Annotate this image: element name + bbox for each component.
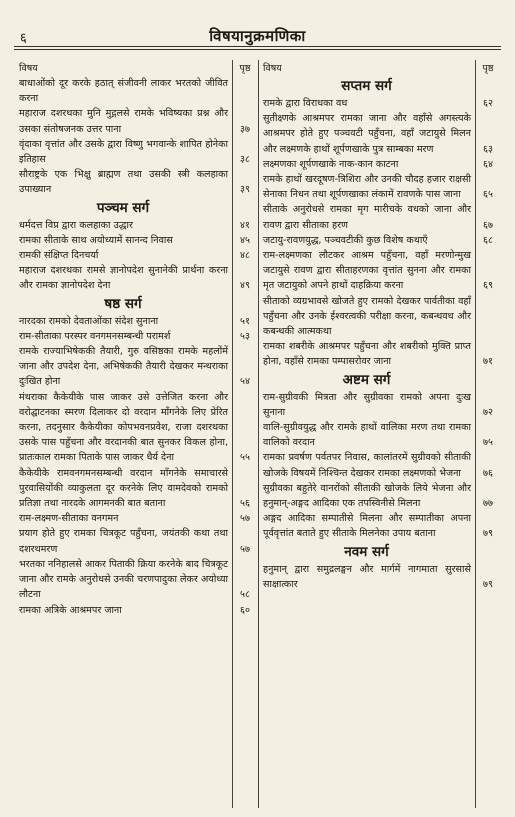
entry-subject: राम-लक्ष्मणका लौटकर आश्रम पहुँचना, वहाँ मरणोन्मुख जटायुसे रावण द्वारा सीताहरणका वृत्तांत सुनना और रामका मृत जटायुको अपने हाथों दाहक्रिया करना <box>263 250 471 292</box>
entry-subject: सीताके अनुरोधसे रामका मृग मारीचके वधको जाना और रावण द्वारा सीताका हरण <box>263 204 471 231</box>
index-entry <box>14 248 258 263</box>
index-entry <box>14 329 258 344</box>
page-title: विषयानुक्रमणिका <box>209 27 306 45</box>
index-entry <box>258 202 501 232</box>
entry-subject: सीताको व्यग्रभावसे खोजते हुए रामको देखकर पार्वतीका वहाँ पहुँचना और उनके ईश्वरत्वकी परीक्षा करना, कबन्धवध और कबन्धकी आत्मकथा <box>263 295 471 338</box>
index-entry <box>14 218 258 233</box>
entry-subject: रामके हाथों खरदूषण-त्रिशिरा और उनकी चौदह हजार राक्षसी सेनाका निधन तथा शूर्पणखाका लंकामें रावणके पास जाना <box>263 174 471 201</box>
entry-subject: सौराष्ट्रके एक भिक्षु ब्राह्मण तथा उसकी स्त्री कलहाका उपाख्यान <box>19 169 228 196</box>
entry-subject: कैकेयीके रामवनगमनसम्बन्धी वरदान माँगनेके समाचारसे पुरवासियोंकी व्याकुलता दूर करनेके लिए वामदेवको रामको प्रतिज्ञा तथा नारदके आगमनकी बात बताना <box>19 467 228 510</box>
header-rule-inner <box>14 49 501 50</box>
entry-page-number: ५४ <box>240 376 250 388</box>
page-number: ६ <box>20 31 27 46</box>
section-heading: षष्ठ सर्ग <box>104 295 142 312</box>
entry-subject: रामके द्वारा विराधका वध <box>263 98 348 109</box>
entry-page-number: ३८ <box>240 154 250 166</box>
entry-subject: रामका प्रवर्षण पर्वतपर निवास, कालांतरमें सुग्रीवको सीताकी खोजके विषयमें निश्चिन्त देखकर रामका लक्ष्मणको भेजना <box>263 452 471 479</box>
entry-subject: हनुमान् द्वारा समुद्रलङ्घन और मार्गमें नागमाता सुरसासे साक्षात्कार <box>263 563 471 590</box>
index-entry <box>14 466 258 512</box>
entry-page-number: ५६ <box>240 498 250 510</box>
index-entry <box>258 481 501 511</box>
entry-page-number: ४१ <box>240 219 250 231</box>
index-entry <box>14 557 258 603</box>
entry-page-number: ५१ <box>240 315 250 327</box>
section-heading: नवम सर्ग <box>344 543 389 560</box>
index-entry <box>14 603 258 618</box>
entry-subject: धर्मदत्त विप्र द्वारा कलहाका उद्धार <box>19 219 133 231</box>
left-column <box>14 62 258 807</box>
entry-page-number: ६२ <box>483 98 493 109</box>
index-entry <box>258 294 501 340</box>
entry-subject: जटायु-रावणयुद्ध, पञ्चवटीकी कुछ विशेष कथाएँ <box>263 234 428 246</box>
entry-subject: राम-सीताका परस्पर वनगमनसम्बन्धी परामर्श <box>19 330 171 342</box>
right-column <box>258 62 501 807</box>
entry-subject: महाराज दशरथका रामसे ज्ञानोपदेश सुनानेकी प्रार्थना करना और रामका ज्ञानोपदेश देना <box>19 265 228 292</box>
entry-page-number: ५८ <box>240 589 250 601</box>
entry-page-number: ५७ <box>240 513 250 525</box>
index-entry <box>14 263 258 293</box>
index-entry <box>14 76 258 106</box>
index-entry <box>14 106 258 136</box>
entry-page-number: ७२ <box>483 406 493 418</box>
entry-page-number: ५७ <box>240 543 250 555</box>
index-entry <box>258 562 501 592</box>
entry-subject: वालि-सुग्रीवयुद्ध और रामके हाथों वालिका मरण तथा रामका वालिको वरदान <box>263 422 471 449</box>
entry-page-number: ४५ <box>240 234 250 246</box>
entry-page-number: ६७ <box>483 219 493 231</box>
entry-page-number: ६८ <box>483 234 493 246</box>
index-entry <box>258 96 501 111</box>
entry-page-number: ५३ <box>240 330 250 342</box>
entry-page-number <box>475 294 501 340</box>
subject-header: विषय <box>263 63 282 74</box>
entry-subject: रामका सीताके साथ अयोध्यामें सानन्द निवास <box>19 234 173 246</box>
index-entry <box>14 314 258 329</box>
page-header: पृष्ठ <box>239 63 251 74</box>
entry-subject: वृंदाका वृत्तांत और उसके द्वारा विष्णु भगवान्के शापित होनेका इतिहास <box>19 138 228 166</box>
section-heading: पञ्चम सर्ग <box>96 199 150 216</box>
entry-page-number: ७५ <box>483 437 493 449</box>
index-entry <box>258 172 501 202</box>
entry-subject: राम-लक्ष्मण-सीताका वनगमन <box>19 513 119 525</box>
index-entry <box>258 511 501 541</box>
entry-page-number: ६३ <box>483 143 493 155</box>
index-entry <box>258 111 501 157</box>
index-entry <box>258 339 501 369</box>
entry-page-number: ३७ <box>240 123 250 135</box>
index-entry <box>258 390 501 420</box>
entry-subject: रामका अत्रिके आश्रमपर जाना <box>19 604 122 616</box>
entry-page-number: ४८ <box>240 250 250 262</box>
section-heading: अष्टम सर्ग <box>342 371 391 388</box>
entry-subject: अङ्गद आदिका सम्पातीसे मिलना और सम्पातीका अपना पूर्ववृत्तांत बताते हुए सीताके मिलनेका उपाय बताना <box>263 513 471 540</box>
entry-subject: रामका शबरीके आश्रमपर पहुँचना और शबरीको मुक्ति प्राप्त होना, वहाँसे रामका पम्पासरोवर जाना <box>263 341 471 368</box>
entry-page-number <box>232 76 258 106</box>
index-entry <box>14 511 258 526</box>
header-rule <box>14 46 501 47</box>
entry-page-number: ३९ <box>240 184 250 196</box>
column-header <box>258 62 501 76</box>
entry-subject: राम-सुग्रीवकी मित्रता और सुग्रीवका रामको अपना दुःख सुनाना <box>263 391 471 418</box>
entry-subject: महाराज दशरथका मुनि मुद्गलसे रामके भविष्यका प्रश्न और उसका संतोषजनक उत्तर पाना <box>19 108 228 135</box>
entry-subject: रामकी संक्षिप्त दिनचर्या <box>19 250 99 262</box>
entry-page-number: ५५ <box>240 452 250 464</box>
section-heading: सप्तम सर्ग <box>341 78 392 94</box>
index-entry <box>258 157 501 172</box>
entry-page-number: ४९ <box>240 280 250 292</box>
entry-subject: बाधाओंको दूर करके हठात् संजीवनी लाकर भरतको जीवित करना <box>19 78 228 105</box>
index-entry <box>258 248 501 294</box>
entry-subject: सुतीक्ष्णके आश्रमपर रामका जाना और वहाँसे अगस्त्यके आश्रमपर होते हुए पञ्चवटी पहुँचना, वहाँ जटायुसे मिलन और लक्ष्मणके हाथों शूर्पणखाके पुत्र साम्बका मरण <box>263 113 471 155</box>
entry-subject: नारदका रामको देवताओंका संदेश सुनाना <box>19 315 159 327</box>
index-entry <box>14 390 258 466</box>
entry-subject: लक्ष्मणका शूर्पणखाके नाक-कान काटना <box>263 158 399 170</box>
entry-subject: रामके राज्याभिषेककी तैयारी, गुरु वसिष्ठका रामके महलोंमें जाना और उपदेश देना, अभिषेककी तैयारी देखकर मन्थराका दुःखित होना <box>19 346 228 388</box>
entry-page-number: ७९ <box>483 528 493 540</box>
index-entry <box>258 233 501 248</box>
index-entry <box>258 450 501 480</box>
index-entry <box>14 344 258 390</box>
entry-page-number: ६९ <box>483 280 493 292</box>
entry-page-number: ७१ <box>483 356 493 368</box>
entry-page-number: ६५ <box>483 189 493 201</box>
entry-subject: सुग्रीवका बहुतेरे वानरोंको सीताकी खोजके लिये भेजना और हनुमान्-अङ्गद आदिका एक तपस्विनीसे मिलना <box>263 482 471 510</box>
subject-header: विषय <box>19 63 38 74</box>
entry-subject: भरतका ननिहालसे आकर पिताकी क्रिया करनेके बाद चित्रकूट जाना और रामके अनुरोधसे उनकी चरणपादुका लेकर अयोध्या लौटना <box>19 558 228 601</box>
entry-page-number: ६४ <box>483 158 493 170</box>
entry-page-number: ६० <box>240 604 250 616</box>
page-header: पृष्ठ <box>482 63 494 74</box>
index-entry <box>14 526 258 556</box>
entry-subject: प्रयाग होते हुए रामका चित्रकूट पहुँचना, जयंतकी कथा तथा दशरथमरण <box>19 528 228 555</box>
entry-subject: मंथराका कैकेयीके पास जाकर उसे उत्तेजित करना और वरोद्घाटनका स्मरण दिलाकर दो वरदान माँगनेके लिए प्रेरित करना, तदनुसार कैकेयीका कोपभवनप्रवेश, राजा दशरथका उसके पास पहुँचना और वरदानकी बात सुनकर विकल होना, प्रातःकाल रामका पिताके पास जाकर धैर्य देना <box>19 391 228 464</box>
index-entry <box>14 167 258 197</box>
index-entry <box>258 420 501 450</box>
entry-page-number: ७९ <box>483 578 493 590</box>
index-entry <box>14 233 258 248</box>
entry-page-number: ७६ <box>483 467 493 479</box>
index-entry <box>14 137 258 167</box>
column-header <box>14 62 258 76</box>
entry-page-number: ७७ <box>483 498 493 510</box>
